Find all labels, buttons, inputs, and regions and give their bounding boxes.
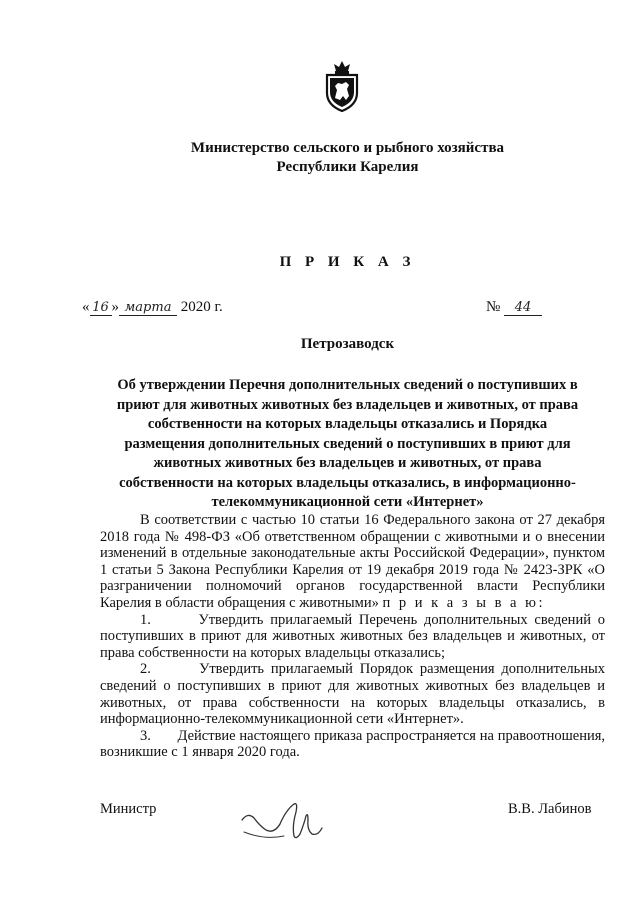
date-month-handwritten: марта	[119, 300, 177, 316]
heading-line: животных животных без владельцев и животных, от права	[153, 455, 542, 471]
heading-line: собственности на которых владельцы отказались и Порядка	[147, 416, 548, 432]
order-word: п р и к а з ы в а ю:	[382, 594, 545, 611]
heading-line: размещения дополнительных сведений о поступивших в приют для	[124, 435, 571, 452]
item-number: 1.	[140, 611, 151, 628]
date-quote-open: «	[82, 299, 90, 315]
ministry-name-line2: Республики Карелия	[276, 159, 419, 175]
order-number-label: №	[486, 299, 501, 315]
order-heading	[100, 376, 595, 513]
item-text: Действие настоящего приказа распространяется на правоотношения, возникшие с 1 января 2020 года.	[100, 727, 606, 761]
order-item-1	[100, 612, 605, 662]
ministry-name-line1: Министерство сельского и рыбного хозяйства	[190, 140, 505, 156]
handwritten-signature	[234, 790, 334, 850]
document-title: П Р И К А З	[279, 254, 416, 270]
heading-line: приют для животных животных без владельцев и животных, от права	[116, 396, 579, 413]
order-item-2	[100, 661, 605, 727]
item-number: 2.	[140, 661, 151, 678]
order-number	[486, 299, 542, 316]
item-text: Утвердить прилагаемый Порядок размещения дополнительных сведений о поступивших в приют для животных животных без владельцев и животных, от права собственности на которых владельцы отказались, в информационно-телекоммуникационной сети «Интернет».	[100, 661, 605, 728]
order-number-handwritten: 44	[504, 300, 542, 316]
preamble-text: В соответствии с частью 10 статьи 16 Федерального закона от 27 декабря 2018 года № 498-ФЗ «Об ответственном обращении с животными и о внесении изменений в отдельные законодательные акты Российской Федерации», пунктом 1 статьи 5 Закона Республики Карелия от 19 декабря 2019 года № 2423-ЗРК «О разграничении полномочий органов государственной власти Республики Карелия в области обращения с животными»	[100, 512, 605, 611]
heading-line: Об утверждении Перечня дополнительных сведений о поступивших в	[117, 377, 578, 393]
signatory-name: В.В. Лабинов	[508, 801, 592, 817]
order-date	[82, 299, 223, 316]
item-text: Утвердить прилагаемый Перечень дополнительных сведений о поступивших в приют для животных животных без владельцев и животных, от права собственности на которых владельцы отказались;	[100, 611, 606, 661]
item-number: 3.	[140, 727, 151, 744]
heading-line: собственности на которых владельцы отказались, в информационно-	[119, 474, 576, 491]
karelia-coat-of-arms-icon	[322, 60, 362, 112]
ministry-name	[0, 139, 639, 177]
order-body	[100, 512, 605, 761]
signatory-position: Министр	[100, 801, 157, 817]
date-day-handwritten: 16	[90, 300, 112, 316]
preamble-paragraph	[100, 512, 605, 612]
date-quote-close: »	[111, 299, 119, 315]
heading-line: телекоммуникационной сети «Интернет»	[211, 494, 484, 510]
date-year: 2020 г.	[180, 299, 223, 315]
order-item-3	[100, 728, 605, 761]
city: Петрозаводск	[300, 336, 395, 352]
